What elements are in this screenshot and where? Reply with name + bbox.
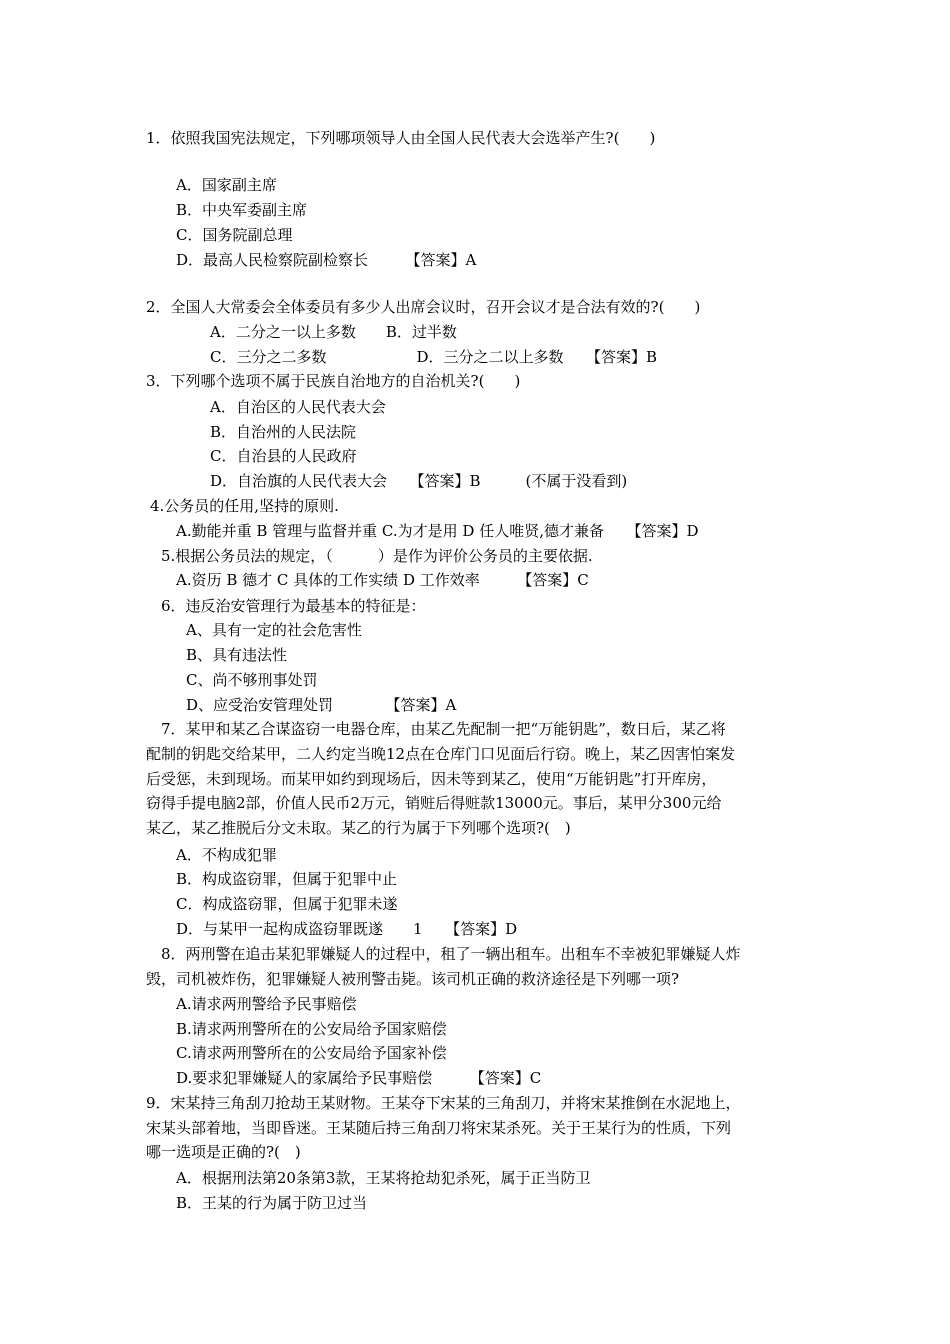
q8-option-d-answer: D.要求犯罪嫌疑人的家属给予民事赔偿 【答案】C (176, 1069, 542, 1087)
q4-options-answer: A.勤能并重 B 管理与监督并重 C.为才是用 D 任人唯贤,德才兼备 【答案】D (176, 522, 699, 540)
q6-option-b: B、具有违法性 (186, 646, 288, 664)
q7-stem-line5: 某乙，某乙推脱后分文未取。某乙的行为属于下列哪个选项?( ) (146, 819, 571, 837)
q3-option-c: C．自治县的人民政府 (210, 447, 357, 465)
q6-stem: 6．违反治安管理行为最基本的特征是： (161, 597, 426, 615)
q7-stem-line1: 7．某甲和某乙合谋盗窃一电器仓库，由某乙先配制一把“万能钥匙”，数日后，某乙将 (161, 720, 726, 738)
q5-stem: 5.根据公务员法的规定，（ ）是作为评价公务员的主要依据. (161, 547, 593, 565)
q6-option-c: C、尚不够刑事处罚 (186, 671, 318, 689)
q1-stem: 1．依照我国宪法规定，下列哪项领导人由全国人民代表大会选举产生?( ) (146, 129, 656, 147)
q1-option-b: B．中央军委副主席 (176, 201, 308, 219)
q5-options-answer: A.资历 B 德才 C 具体的工作实绩 D 工作效率 【答案】C (176, 571, 589, 589)
q7-option-c: C．构成盗窃罪，但属于犯罪未遂 (176, 895, 398, 913)
q1-option-d-answer: D．最高人民检察院副检察长 【答案】A (176, 251, 477, 269)
q9-stem-line3: 哪一选项是正确的?( ) (146, 1143, 301, 1161)
q9-option-b: B．王某的行为属于防卫过当 (176, 1194, 368, 1212)
q3-option-d-answer: D．自治旗的人民代表大会 【答案】B (不属于没看到) (210, 472, 628, 490)
q8-option-a: A.请求两刑警给予民事赔偿 (176, 995, 357, 1013)
q8-stem-line2: 毁，司机被炸伤，犯罪嫌疑人被刑警击毙。该司机正确的救济途径是下列哪一项? (146, 970, 680, 988)
q3-option-a: A．自治区的人民代表大会 (210, 398, 386, 416)
q8-option-b: B.请求两刑警所在的公安局给予国家赔偿 (176, 1020, 447, 1038)
q3-stem: 3．下列哪个选项不属于民族自治地方的自治机关?( ) (146, 372, 521, 390)
q2-stem: 2．全国人大常委会全体委员有多少人出席会议时，召开会议才是合法有效的?( ) (146, 298, 701, 316)
q6-option-d-answer: D、应受治安管理处罚 【答案】A (186, 696, 457, 714)
q7-option-a: A．不构成犯罪 (176, 846, 277, 864)
q1-option-a: A．国家副主席 (176, 176, 277, 194)
q3-option-b: B．自治州的人民法院 (210, 423, 357, 441)
q4-stem: 4.公务员的任用,坚持的原则. (150, 497, 339, 515)
q1-option-c: C．国务院副总理 (176, 226, 293, 244)
q2-options-cd-answer: C．三分之二多数 D．三分之二以上多数 【答案】B (210, 348, 658, 366)
q7-option-d-answer: D．与某甲一起构成盗窃罪既遂 1 【答案】D (176, 920, 518, 938)
q8-option-c: C.请求两刑警所在的公安局给予国家补偿 (176, 1044, 447, 1062)
q7-option-b: B．构成盗窃罪，但属于犯罪中止 (176, 870, 398, 888)
q9-stem-line2: 宋某头部着地，当即昏迷。王某随后持三角刮刀将宋某杀死。关于王某行为的性质，下列 (146, 1119, 732, 1137)
q2-options-ab: A．二分之一以上多数 B．过半数 (210, 323, 457, 341)
q6-option-a: A、具有一定的社会危害性 (186, 621, 362, 639)
q9-stem-line1: 9．宋某持三角刮刀抢劫王某财物。王某夺下宋某的三角刮刀，并将宋某推倒在水泥地上， (146, 1094, 741, 1112)
q9-option-a: A．根据刑法第20条第3款，王某将抢劫犯杀死，属于正当防卫 (176, 1169, 591, 1187)
q7-stem-line4: 窃得手提电脑2部，价值人民币2万元，销赃后得赃款13000元。事后，某甲分300元给 (146, 794, 722, 812)
q7-stem-line2: 配制的钥匙交给某甲，二人约定当晚12点在仓库门口见面后行窃。晚上，某乙因害怕案发 (146, 745, 736, 763)
q8-stem-line1: 8．两刑警在追击某犯罪嫌疑人的过程中，租了一辆出租车。出租车不幸被犯罪嫌疑人炸 (161, 945, 741, 963)
q7-stem-line3: 后受惩，未到现场。而某甲如约到现场后，因未等到某乙，使用“万能钥匙”打开库房， (146, 770, 717, 788)
